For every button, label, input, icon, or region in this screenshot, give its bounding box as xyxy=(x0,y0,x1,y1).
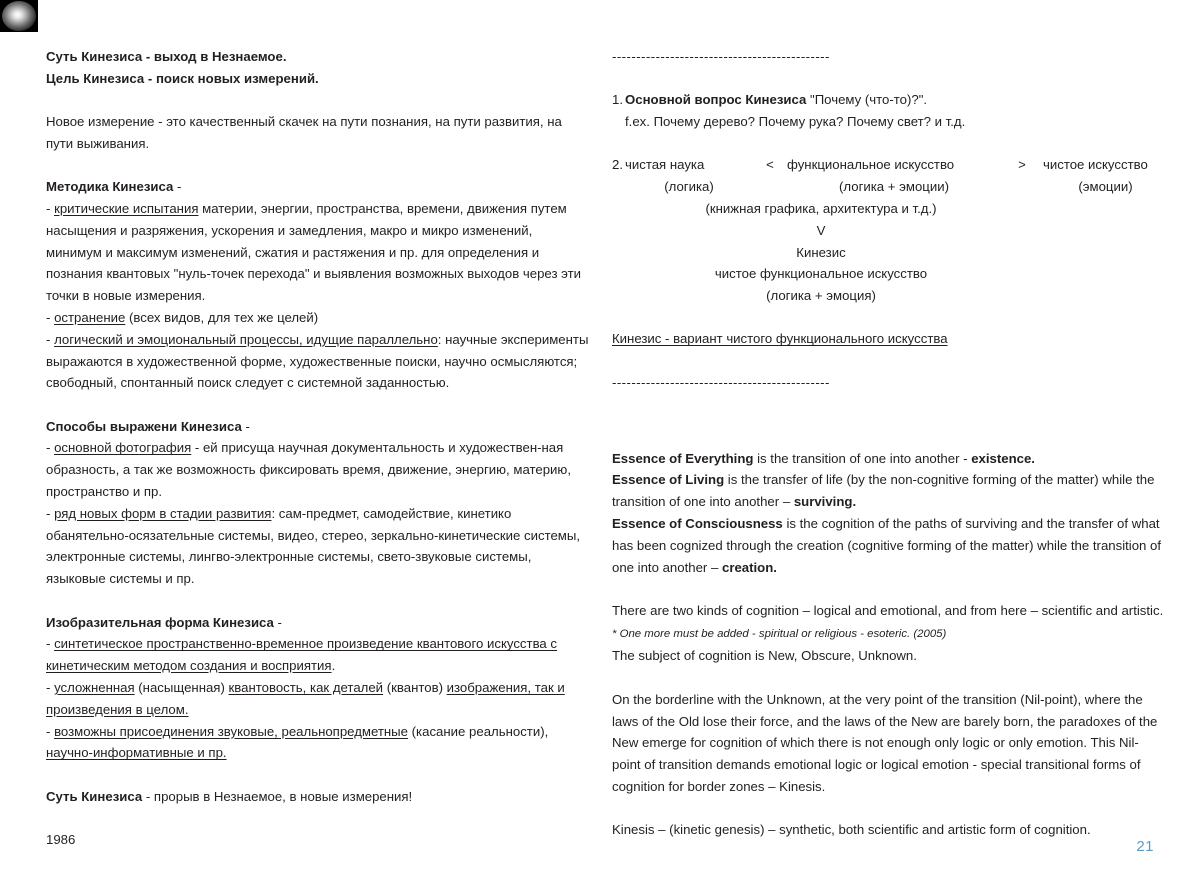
essence-1-label: Essence of Everything xyxy=(612,450,754,466)
spacer xyxy=(612,798,1164,820)
form-item-2-key-1: усложненная xyxy=(54,679,135,695)
form-item-3: - возможны присоединения звуковые, реальнопредметные (касание реальности), научно-информативные и пр. xyxy=(46,723,549,761)
section-title-expression xyxy=(46,416,591,438)
diagram-sub-b: (логика + эмоции) xyxy=(839,179,949,195)
essence-3-label: Essence of Consciousness xyxy=(612,515,783,531)
expression-item-1: - основной фотография - ей присуща научная документальность и художествен-ная образность, а так же возможность фиксировать время, движение, энергию, материю, пространство и пр. xyxy=(46,440,571,500)
year-label: 1986 xyxy=(46,831,76,847)
section-expression-title: Способы выражени Кинезиса xyxy=(46,418,242,434)
expression-item-2-key: ряд новых форм в стадии развития xyxy=(54,505,272,521)
cognition-paragraph xyxy=(612,600,1164,667)
method-item-2: - остранение (всех видов, для тех же целей) xyxy=(46,309,319,325)
heading-line-2: Цель Кинезиса - поиск новых измерений. xyxy=(46,70,319,86)
glowing-orb-logo-icon xyxy=(2,1,36,31)
cognition-text-1: There are two kinds of cognition – logical and emotional, and from here – scientific and artistic. xyxy=(612,602,1164,618)
form-item-3-text-1: (касание реальности), xyxy=(408,723,549,739)
closing-statement-bold: Суть Кинезиса xyxy=(46,788,143,804)
diagram-arrow-icon: V xyxy=(816,222,826,238)
method-item-1-text: материи, энергии, пространства, времени, движения путем насыщения и разряжения, ускорения и замедления, макро и микро изменений, минимум и максимум изменений, сжатия и растяжения и пр. для определения и познания квантовых "нуль-точек перехода" и выявления возможных выходов через эти точки в новые измерения. xyxy=(46,200,582,304)
point-1 xyxy=(612,89,1164,111)
essence-3-keyword: creation. xyxy=(721,559,777,575)
diagram-col-a: чистая наука xyxy=(625,157,705,173)
diagram-col-b: функциональное искусство xyxy=(787,157,955,173)
spacer xyxy=(753,176,787,198)
expression-item-1-key: основной фотография xyxy=(54,440,192,456)
diagram-sub-b-extra: (книжная графика, архитектура и т.д.) xyxy=(705,200,937,216)
conclusion-text: Кинезис - вариант чистого функционального искусства xyxy=(612,331,948,347)
spacer-marker xyxy=(612,176,625,198)
spacer xyxy=(612,437,1164,448)
form-item-1: - синтетическое пространственно-временное произведение квантового искусства с кинетическим методом создания и восприятия. xyxy=(46,636,558,674)
diagram-col-c: чистое искусство xyxy=(1043,157,1148,173)
conclusion-statement xyxy=(612,328,1164,350)
spacer xyxy=(612,578,1164,600)
intro-paragraph: Новое измерение - это качественный скачек на пути познания, на пути развития, на пути выживания. xyxy=(46,114,562,151)
method-item-1: - критические испытания материи, энергии, пространства, времени, движения путем насыщения и разряжения, ускорения и замедления, макро и микро изменений, минимум и максимум изменений, сжатия и растяжения и пр. для определения и познания квантовых "нуль-точек перехода" и выявления возможных выходов через эти точки в новые измерения. xyxy=(46,200,582,304)
diagram-operator-2: > xyxy=(1018,157,1026,173)
right-column xyxy=(612,46,1164,841)
method-item-3: - логический и эмоциональный процессы, идущие параллельно: научные эксперименты выражаются в художественной форме, художественные поиски, научно осмысляются; свободный, спонтанный поиск следует с системной заданностью. xyxy=(46,331,589,391)
spacer xyxy=(612,133,1164,155)
point-1-bold: Основной вопрос Кинезиса xyxy=(625,92,807,108)
form-item-2-text-2: (квантов) xyxy=(383,679,447,695)
form-item-2-key-3: изображения, так и произведения в целом. xyxy=(46,679,565,717)
point-2-marker: 2. xyxy=(612,157,623,173)
method-item-1-key: критические испытания xyxy=(54,200,199,216)
form-item-1-key: синтетическое пространственно-временное произведение квантового искусства с кинетическим методом создания и восприятия xyxy=(46,636,558,674)
cognition-footnote: * One more must be added - spiritual or religious - esoteric. (2005) xyxy=(612,627,947,640)
section-expression-dash: - xyxy=(241,418,250,434)
heading-goal-of-kinesis xyxy=(46,68,591,90)
diagram-result-title: Кинезис xyxy=(796,244,846,260)
borderline-paragraph: On the borderline with the Unknown, at the very point of the transition (Nil-point), where the laws of the Old lose their force, and the laws of the New are barely born, the paradoxes of the New emerge for cognition of which there is not enough only logic or only emotion. This Nil-point of transition demands emotional logic or logical emotion - special transitional forms of cognition for border zones – Kinesis. xyxy=(612,691,1158,794)
spacer xyxy=(46,807,591,829)
expression-item-2-text: : сам-предмет, самодействие, кинетико обанятельно-осязательные системы, видео, стерео, зеркально-кинетические системы, электронные системы, лингво-электронные системы, свето-звуковые системы, языковые системы и пр. xyxy=(46,505,581,587)
section-title-method xyxy=(46,176,591,198)
spacer xyxy=(46,764,591,786)
expression-item-1-text: - ей присуща научная документальность и художествен-ная образность, а так же возможность фиксировать время, движение, энергию, материю, пространство и пр. xyxy=(46,440,571,500)
diagram-result-line: чистое функциональное искусство xyxy=(714,266,928,282)
spacer xyxy=(612,68,1164,90)
spacer xyxy=(612,667,1164,689)
diagram-result-sub: (логика + эмоция) xyxy=(766,288,876,304)
point-1-rest: "Почему (что-то)?". xyxy=(806,92,928,108)
spacer xyxy=(612,350,1164,372)
spacer xyxy=(612,307,1164,329)
cognition-text-2: The subject of cognition is New, Obscure, Unknown. xyxy=(612,648,917,664)
point-1-marker: 1. xyxy=(612,92,623,108)
form-item-3-key-2: научно-информативные и пр. xyxy=(46,745,227,761)
closing-statement-text: - прорыв в Незнаемое, в новые измерения! xyxy=(142,788,413,804)
form-item-2-key-2: квантовость, как деталей xyxy=(228,679,384,695)
spacer xyxy=(46,394,591,416)
section-title-form xyxy=(46,612,591,634)
point-1-example xyxy=(612,111,1164,133)
closing-statement xyxy=(46,786,591,808)
section-form-dash: - xyxy=(273,614,282,630)
spacer xyxy=(46,590,591,612)
diagram-sub-c: (эмоции) xyxy=(1078,179,1133,195)
method-item-3-text: : научные эксперименты выражаются в художественной форме, художественные поиски, научно осмысляются; свободный, спонтанный поиск следует с системной заданностью. xyxy=(46,331,589,391)
spacer xyxy=(612,415,1164,437)
point-1-example-text: f.ex. Почему дерево? Почему рука? Почему свет? и т.д. xyxy=(625,114,966,130)
spacer xyxy=(46,90,591,112)
essence-of-everything xyxy=(612,448,1164,470)
point-1-text xyxy=(625,89,927,111)
left-column xyxy=(46,46,591,851)
page-number: 21 xyxy=(1136,838,1154,855)
section-form-title: Изобразительная форма Кинезиса xyxy=(46,614,274,630)
form-item-3-key-1: возможны присоединения звуковые, реальнопредметные xyxy=(54,723,408,739)
heading-line-1: Суть Кинезиса - выход в Незнаемое. xyxy=(46,49,287,64)
expression-item-2: - ряд новых форм в стадии развития: сам-предмет, самодействие, кинетико обанятельно-осязательные системы, видео, стерео, зеркально-кинетические системы, электронные системы, лингво-электронные системы, свето-звуковые системы, языковые системы и пр. xyxy=(46,505,581,587)
diagram-main-row xyxy=(612,154,1164,176)
spacer xyxy=(612,394,1164,416)
essence-2-label: Essence of Living xyxy=(612,472,725,488)
diagram-sub-a: (логика) xyxy=(664,179,714,195)
method-item-3-key: логический и эмоциональный процессы, идущие параллельно xyxy=(54,331,438,347)
heading-essence-of-kinesis xyxy=(46,46,591,68)
section-method-title: Методика Кинезиса xyxy=(46,179,174,195)
method-item-2-key: остранение xyxy=(54,309,126,325)
separator-bottom: --------------------------------------------- xyxy=(612,374,830,390)
essence-1-keyword: existence. xyxy=(971,450,1035,466)
essence-1-text: is the transition of one into another - xyxy=(753,450,972,466)
kinesis-definition: Kinesis – (kinetic genesis) – synthetic, both scientific and artistic form of cognition. xyxy=(612,822,1091,838)
diagram-operator-1: < xyxy=(766,157,774,173)
spacer xyxy=(1001,176,1043,198)
form-item-2: - усложненная (насыщенная) квантовость, как деталей (квантов) изображения, так и произведения в целом. xyxy=(46,679,565,717)
method-item-2-text: (всех видов, для тех же целей) xyxy=(125,309,319,325)
essence-2-text: is the transfer of life (by the non-cognitive forming of the matter) while the transition of one into another – xyxy=(612,472,1155,510)
separator-top: --------------------------------------------- xyxy=(612,49,830,64)
essence-of-living xyxy=(612,469,1164,513)
comparison-diagram xyxy=(612,154,1164,307)
essence-2-keyword: surviving. xyxy=(793,494,857,510)
spacer xyxy=(46,155,591,177)
logo-mark xyxy=(0,0,38,32)
diagram-sub-row xyxy=(612,176,1164,198)
form-item-2-text-1: (насыщенная) xyxy=(134,679,229,695)
essence-of-consciousness xyxy=(612,513,1164,578)
essence-3-text: is the cognition of the paths of surviving and the transfer of what has been cognized through the creation (cognitive forming of the matter) while the transition of one into another – xyxy=(612,515,1162,575)
section-method-dash: - xyxy=(173,179,182,195)
form-item-1-text: . xyxy=(331,658,336,674)
